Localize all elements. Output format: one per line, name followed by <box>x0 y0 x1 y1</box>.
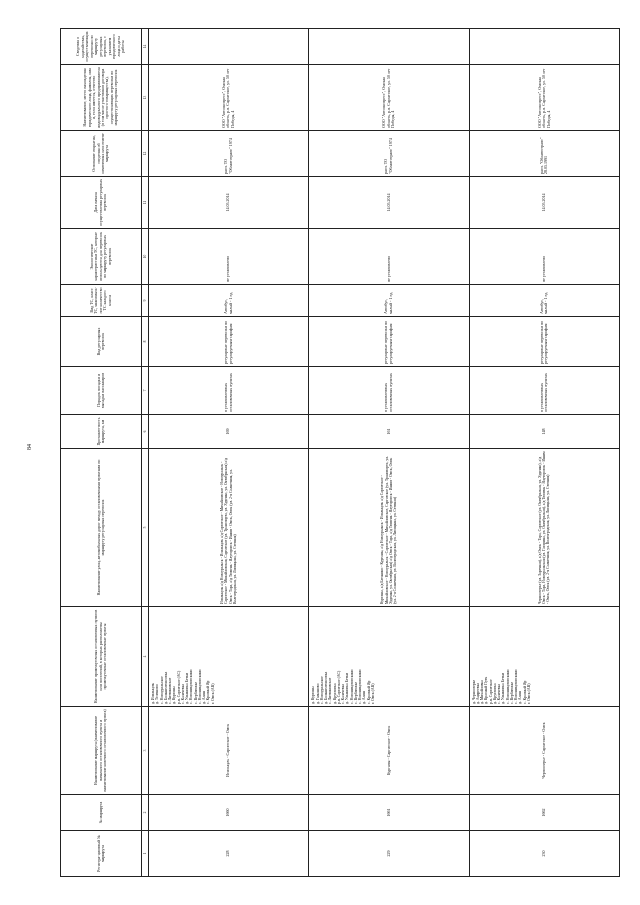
table-row <box>469 29 619 877</box>
header-cell: Наименование промежуточных остановочных пунктов или поселений, в которых расположены промежуточные остановочные пункты <box>61 607 142 707</box>
header-cell: Протяжен-ность маршрута, км <box>61 415 142 449</box>
stop-item: д. Андреевка <box>475 682 480 704</box>
eco-cell: не установлено <box>469 229 619 285</box>
reg-number-cell: 230 <box>469 831 619 877</box>
stop-item: р.п. Саргатское (АС) <box>176 670 181 704</box>
column-number: 1 <box>142 831 149 877</box>
start-date-cell: 14.05.2014 <box>149 177 309 229</box>
carrier-cell: ООО "Автоэкспресс", Омская область, р.п. Саргатское, ул. 50 лет Победы, 4 <box>149 65 309 131</box>
stop-item: с. Новоуральское <box>159 676 164 704</box>
column-number: 12 <box>142 131 149 177</box>
header-cell: Наименование, место нахождения юридического лица, фамилия, имя и, если имеется, отчество индивидуального предпринимателя (в том числе участников договора простого товарищества), осуществляющих перевозки по маршруту регулярных перевозок <box>61 65 142 131</box>
basis-cell: расп. ТО "Облавтотранс" 1974 <box>149 131 309 177</box>
stops-cell <box>149 607 309 707</box>
stop-item: д. Алаш <box>518 690 523 704</box>
vehicle-cell: Автобус, малый - 1 ед. <box>309 285 469 317</box>
stop-item: д. Большеатмасовка <box>324 671 329 704</box>
page-number: 84 <box>27 444 33 450</box>
boarding-cell: в установленных остановочных пунктах <box>469 367 619 415</box>
stop-item: с. Литвиновское <box>168 677 172 704</box>
route-path-cell: Черноозерье (ул. Заречная), а/д Омск - Тара, Саргатское (ул. Октябрьская, ул. Худенко), а/д Омск - Тара, Новоуральская (ул. Гагарина, ул. Октябрьская), а/д Тюмень - Ялуторовск - Ишим - Омск, Омск (ул. 2-я Солнечная, ул. Волгоградская, ул. Лисицына, ул. Степная) <box>469 449 619 607</box>
stop-item: д. Курганы <box>311 686 316 704</box>
notes-cell <box>309 29 469 65</box>
header-cell: Дата начала осуществления регулярных перевозок <box>61 177 142 229</box>
stop-item: д. Кругловка <box>332 683 337 704</box>
column-number: 5 <box>142 449 149 607</box>
stop-item: с. Красный Яр <box>206 680 211 704</box>
stop-item: д. Кругловка <box>492 683 497 704</box>
column-number: 7 <box>142 367 149 415</box>
table-row <box>309 29 469 877</box>
carrier-cell: ООО "Автоэкспресс", Омская область, р.п. Саргатское, ул. 50 лет Победы, 4 <box>309 65 469 131</box>
column-number: 13 <box>142 65 149 131</box>
stop-item: с. Верблюжье <box>193 681 198 704</box>
header-cell: Сведения о ходатайствах, осуществляющих перевозки по маршруту регулярных перевозок, с указанием юридического лица и даты работы <box>61 29 142 65</box>
stop-item: г. Омск (АВ) <box>526 683 531 704</box>
stop-item: р.п. Саргатское (АС) <box>336 670 341 704</box>
stop-item: д. Ульяновка Бетки <box>185 672 189 704</box>
stop-item: с. Новоуральское <box>319 676 324 704</box>
stop-item: д. Ульяновка Бетки <box>501 672 506 704</box>
vehicle-cell: Автобус, малый - 1 ед. <box>149 285 309 317</box>
notes-cell <box>469 29 619 65</box>
column-number: 9 <box>142 285 149 317</box>
stop-item: д. Михайловка <box>480 680 485 704</box>
length-cell: 161 <box>309 415 469 449</box>
stop-item: с. Красный Яр <box>522 680 527 704</box>
column-number: 14 <box>142 29 149 65</box>
header-cell: № маршрута <box>61 795 142 831</box>
transport-type-cell: регулярные перевозки по регулируемым тарифам <box>309 317 469 367</box>
notes-cell <box>149 29 309 65</box>
routes-registry-table <box>60 28 620 877</box>
stop-item: с. Верблюжье <box>509 681 514 704</box>
column-number-row <box>142 29 149 877</box>
stop-item: д. Ульяновка Бетки <box>345 672 350 704</box>
stop-item: д. Алаш <box>362 690 367 704</box>
route-path-cell: Исилькуль а/д Новоуральск - Исилькуль а/д Саргатское - Михайловское - Новоуральск - Саргатское - Михайловская, Саргатское (ул. Транспорта, ул. Худенко, ул. Октябрьская) а/д Омск - Тара, а/д Тюмень - Ялуторовск - Ишим - Омск, Омск (ул. 2-я Солнечная, ул. Волгоградская, ул. Лисицына, ул. Степная) <box>149 449 309 607</box>
route-name-cell: Исилькуль - Саргатское - Омск <box>149 707 309 795</box>
carrier-cell: ООО "Автоэкспресс", Омская область, р.п. Саргатское, ул. 50 лет Победы, 4 <box>469 65 619 131</box>
column-number: 8 <box>142 317 149 367</box>
stop-item: с. Новоникуловскино <box>189 669 194 704</box>
header-cell: Вид регулярных перевозок <box>61 317 142 367</box>
transport-type-cell: регулярные перевозки по регулируемым тарифам <box>149 317 309 367</box>
stops-cell <box>469 607 619 707</box>
route-name-cell: Курганы - Саргатское - Омск <box>309 707 469 795</box>
header-cell: Наименование улиц, автомобильных дорог между остановочными пунктами по маршруту регулярных перевозок <box>61 449 142 607</box>
column-number: 2 <box>142 795 149 831</box>
stop-item: с. Калачевка <box>180 683 185 704</box>
stop-item: д. Красный Путь <box>484 676 489 704</box>
stop-item: с. Новоникуловскино <box>514 669 519 704</box>
stop-item: с. Калачевка <box>341 683 346 704</box>
column-number: 10 <box>142 229 149 285</box>
header-cell: Регистра-ционный № маршрута <box>61 831 142 877</box>
stop-item: г. Омск (АВ) <box>210 683 215 704</box>
boarding-cell: в установленных остановочных пунктах <box>149 367 309 415</box>
stop-item: д. Курганы <box>172 686 177 704</box>
stop-item: с. Калачевка <box>497 683 502 704</box>
stop-item: д. Голышово <box>315 683 320 704</box>
start-date-cell: 14.05.2014 <box>469 177 619 229</box>
length-cell: 148 <box>469 415 619 449</box>
basis-cell: расп. ТО "Облавтотранс" 1974 <box>309 131 469 177</box>
header-row <box>61 29 142 877</box>
transport-type-cell: регулярные перевозки по регулируемым тарифам <box>469 317 619 367</box>
boarding-cell: в установленных остановочных пунктах <box>309 367 469 415</box>
route-number-cell: 1661 <box>309 795 469 831</box>
eco-cell: не установлено <box>309 229 469 285</box>
length-cell: 169 <box>149 415 309 449</box>
table-row <box>149 29 309 877</box>
stop-item: д. Черноозерье <box>471 679 476 704</box>
stops-cell <box>309 607 469 707</box>
route-name-cell: Черноозерье - Саргатское - Омск <box>469 707 619 795</box>
eco-cell: не установлено <box>149 229 309 285</box>
stop-item: с. Новоникуловскино <box>349 669 354 704</box>
stop-item: р.п. Саргатское <box>488 679 493 704</box>
start-date-cell: 14.05.2014 <box>309 177 469 229</box>
route-number-cell: 1660 <box>149 795 309 831</box>
stop-item: д. Исилькуль <box>151 682 155 704</box>
header-cell: Основание открытия, сведения об изменениях или отмене маршрута <box>61 131 142 177</box>
stop-item: с. Новоникуловскино <box>505 669 510 704</box>
stop-item: с. Новоникуловскино <box>358 669 363 704</box>
stop-item: д. Большеатмасовка <box>163 671 168 704</box>
stop-item: г. Омск (АВ) <box>370 683 375 704</box>
route-path-cell: Курганы, а/д Батакино - Курганы, а/д Новоуральск - Исилькуль а/д Саргатское - Михайловское - Новоуральск - Саргатское - Михайловское, Саргатское (ул. Транспорта, ул. Худенко, ул. Октябрьская) а/д Омск - Тара, а/д Тюмень - Ялуторовск - Ишим - Омск, Омск (ул. 2-я Солнечная, ул. Волгоградская, ул. Лисицына, ул. Степная) <box>309 449 469 607</box>
column-number: 6 <box>142 415 149 449</box>
column-number: 11 <box>142 177 149 229</box>
header-cell: Вид ТС, класс ТС, максималь-ное количество ТС каждого класса <box>61 285 142 317</box>
route-number-cell: 1662 <box>469 795 619 831</box>
stop-item: с. Верблюжье <box>353 681 358 704</box>
header-cell: Экологические характеристики ТС, которые используются для перевозок по маршруту регулярных перевозок <box>61 229 142 285</box>
stop-item: д. Телешово <box>155 684 160 704</box>
basis-cell: расп. "Облавтотранс" 28.05.1991 <box>469 131 619 177</box>
stop-item: д. Алаш <box>202 690 206 704</box>
stop-item: с. Литвиновское <box>328 677 333 704</box>
column-number: 3 <box>142 707 149 795</box>
stop-item: с. Новоникуловскино <box>197 669 202 704</box>
header-cell: Порядок посадки и высадки пассажиров <box>61 367 142 415</box>
vehicle-cell: Автобус, малый - 1 ед. <box>469 285 619 317</box>
reg-number-cell: 228 <box>149 831 309 877</box>
stop-item: с. Красный Яр <box>366 680 371 704</box>
column-number: 4 <box>142 607 149 707</box>
reg-number-cell: 229 <box>309 831 469 877</box>
header-cell: Наименование маршрута (наименование начального остановочного пункта и наименование конечного остановочного пункта) <box>61 707 142 795</box>
